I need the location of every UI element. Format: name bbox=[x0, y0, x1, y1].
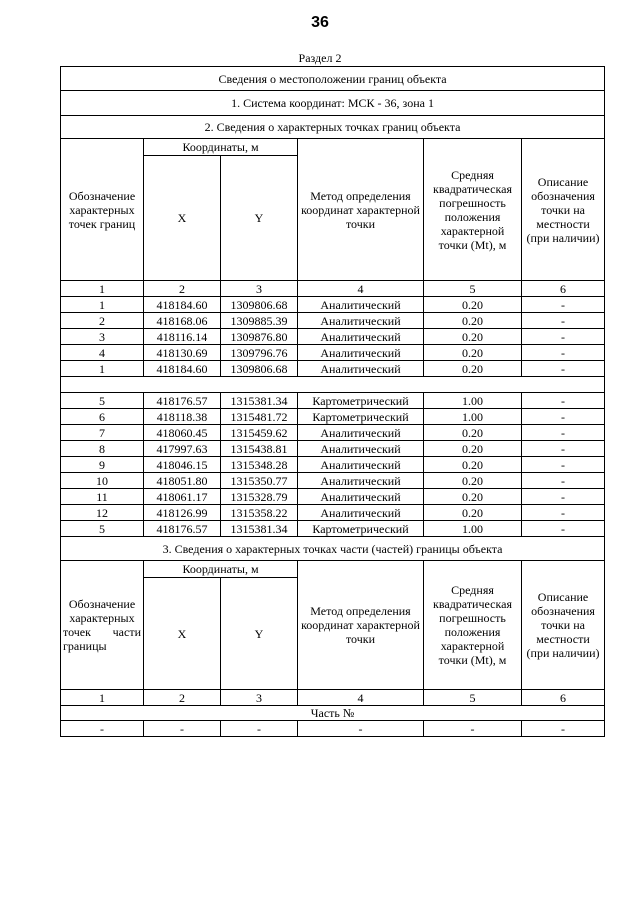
page-number: 36 bbox=[311, 14, 329, 31]
part-method-header: Метод определения координат характерной точки bbox=[298, 561, 424, 690]
part-error-header: Средняя квадратическая погрешность положения характерной точки (Mt), м bbox=[424, 561, 522, 690]
point-cell-4: Аналитический bbox=[298, 425, 424, 441]
row-cell-3: 3 bbox=[221, 281, 298, 297]
point-cell-2: 418126.99 bbox=[144, 505, 221, 521]
table-row bbox=[61, 345, 605, 361]
point-cell-6: - bbox=[522, 489, 605, 505]
description-header: Описание обозначения точки на местности (при наличии) bbox=[522, 139, 605, 281]
point-cell-1: 5 bbox=[61, 393, 144, 409]
row-cell-4: - bbox=[298, 721, 424, 737]
row-cell-2: - bbox=[144, 721, 221, 737]
point-cell-1: 9 bbox=[61, 457, 144, 473]
part-description-header: Описание обозначения точки на местности (при наличии) bbox=[522, 561, 605, 690]
point-cell-2: 418176.57 bbox=[144, 393, 221, 409]
row-cell-3: - bbox=[221, 721, 298, 737]
table-title: Сведения о местоположении границ объекта bbox=[61, 67, 605, 91]
point-cell-1: 1 bbox=[61, 361, 144, 377]
point-cell-2: 418118.38 bbox=[144, 409, 221, 425]
group2-rows bbox=[61, 393, 605, 537]
row-cell-5: 5 bbox=[424, 690, 522, 706]
point-cell-5: 0.20 bbox=[424, 441, 522, 457]
row-cell-1: - bbox=[61, 721, 144, 737]
points-heading-row: 2. Сведения о характерных точках границ объекта bbox=[61, 116, 605, 139]
row-cell-2: 2 bbox=[144, 281, 221, 297]
point-cell-2: 418046.15 bbox=[144, 457, 221, 473]
point-cell-6: - bbox=[522, 409, 605, 425]
y-header: Y bbox=[221, 156, 298, 281]
row-cell-3: 3 bbox=[221, 690, 298, 706]
point-cell-2: 418130.69 bbox=[144, 345, 221, 361]
part-coordinates-header: Координаты, м bbox=[144, 561, 298, 578]
point-cell-6: - bbox=[522, 361, 605, 377]
point-cell-2: 417997.63 bbox=[144, 441, 221, 457]
point-cell-2: 418168.06 bbox=[144, 313, 221, 329]
point-cell-1: 8 bbox=[61, 441, 144, 457]
point-cell-3: 1315381.34 bbox=[221, 393, 298, 409]
point-cell-2: 418051.80 bbox=[144, 473, 221, 489]
point-cell-4: Аналитический bbox=[298, 505, 424, 521]
point-cell-2: 418116.14 bbox=[144, 329, 221, 345]
point-cell-4: Аналитический bbox=[298, 457, 424, 473]
point-cell-2: 418184.60 bbox=[144, 361, 221, 377]
point-cell-5: 0.20 bbox=[424, 345, 522, 361]
point-cell-3: 1315328.79 bbox=[221, 489, 298, 505]
table-row bbox=[61, 441, 605, 457]
point-cell-3: 1309806.68 bbox=[221, 297, 298, 313]
table-row bbox=[61, 409, 605, 425]
point-cell-1: 10 bbox=[61, 473, 144, 489]
row-cell-1: 1 bbox=[61, 281, 144, 297]
coord-system-row: 1. Система координат: МСК - 36, зона 1 bbox=[61, 91, 605, 116]
point-cell-3: 1315438.81 bbox=[221, 441, 298, 457]
point-cell-1: 7 bbox=[61, 425, 144, 441]
point-cell-4: Аналитический bbox=[298, 329, 424, 345]
point-cell-3: 1315459.62 bbox=[221, 425, 298, 441]
point-cell-1: 5 bbox=[61, 521, 144, 537]
point-cell-4: Аналитический bbox=[298, 361, 424, 377]
point-cell-1: 4 bbox=[61, 345, 144, 361]
point-cell-3: 1309796.76 bbox=[221, 345, 298, 361]
row-cell-5: 5 bbox=[424, 281, 522, 297]
table-row bbox=[61, 297, 605, 313]
part-y-header: Y bbox=[221, 578, 298, 690]
row-cell-6: - bbox=[522, 721, 605, 737]
point-cell-2: 418184.60 bbox=[144, 297, 221, 313]
point-cell-6: - bbox=[522, 521, 605, 537]
coordinates-header: Координаты, м bbox=[144, 139, 298, 156]
row-cell-1: 1 bbox=[61, 690, 144, 706]
point-cell-3: 1309876.80 bbox=[221, 329, 298, 345]
point-cell-3: 1309806.68 bbox=[221, 361, 298, 377]
section-label: Раздел 2 bbox=[298, 51, 342, 65]
point-cell-6: - bbox=[522, 393, 605, 409]
row-cell-5: - bbox=[424, 721, 522, 737]
point-cell-4: Картометрический bbox=[298, 393, 424, 409]
point-cell-3: 1315348.28 bbox=[221, 457, 298, 473]
boundary-table bbox=[60, 66, 605, 737]
point-cell-5: 0.20 bbox=[424, 489, 522, 505]
point-cell-5: 1.00 bbox=[424, 409, 522, 425]
point-cell-1: 3 bbox=[61, 329, 144, 345]
point-cell-4: Картометрический bbox=[298, 521, 424, 537]
table-row bbox=[61, 521, 605, 537]
table-row bbox=[61, 361, 605, 377]
row-cell-4: 4 bbox=[298, 281, 424, 297]
part-designation-header: Обозначение характерных точек части границы bbox=[61, 561, 144, 690]
point-cell-3: 1315350.77 bbox=[221, 473, 298, 489]
parts-heading-row: 3. Сведения о характерных точках части (частей) границы объекта bbox=[61, 537, 605, 561]
point-cell-5: 0.20 bbox=[424, 297, 522, 313]
point-cell-3: 1309885.39 bbox=[221, 313, 298, 329]
table-row bbox=[61, 329, 605, 345]
point-cell-3: 1315381.34 bbox=[221, 521, 298, 537]
point-cell-5: 1.00 bbox=[424, 521, 522, 537]
point-cell-1: 6 bbox=[61, 409, 144, 425]
row-cell-2: 2 bbox=[144, 690, 221, 706]
point-cell-3: 1315358.22 bbox=[221, 505, 298, 521]
point-cell-6: - bbox=[522, 473, 605, 489]
point-cell-5: 0.20 bbox=[424, 425, 522, 441]
point-cell-6: - bbox=[522, 505, 605, 521]
point-cell-6: - bbox=[522, 345, 605, 361]
designation-header: Обозначение характерных точек границ bbox=[61, 139, 144, 281]
point-cell-6: - bbox=[522, 441, 605, 457]
point-cell-1: 11 bbox=[61, 489, 144, 505]
part-empty-row bbox=[61, 721, 605, 737]
method-header: Метод определения координат характерной точки bbox=[298, 139, 424, 281]
table-row bbox=[61, 489, 605, 505]
column-numbers-row bbox=[61, 281, 605, 297]
row-cell-6: 6 bbox=[522, 281, 605, 297]
row-cell-6: 6 bbox=[522, 690, 605, 706]
point-cell-6: - bbox=[522, 457, 605, 473]
point-cell-4: Аналитический bbox=[298, 441, 424, 457]
blank-separator-row bbox=[61, 377, 605, 393]
part-label-row: Часть № bbox=[61, 706, 605, 721]
point-cell-4: Аналитический bbox=[298, 473, 424, 489]
point-cell-3: 1315481.72 bbox=[221, 409, 298, 425]
table-row bbox=[61, 425, 605, 441]
point-cell-2: 418176.57 bbox=[144, 521, 221, 537]
point-cell-6: - bbox=[522, 313, 605, 329]
point-cell-4: Аналитический bbox=[298, 345, 424, 361]
point-cell-6: - bbox=[522, 425, 605, 441]
point-cell-6: - bbox=[522, 329, 605, 345]
point-cell-2: 418060.45 bbox=[144, 425, 221, 441]
part-x-header: X bbox=[144, 578, 221, 690]
point-cell-2: 418061.17 bbox=[144, 489, 221, 505]
table-row bbox=[61, 393, 605, 409]
error-header: Средняя квадратическая погрешность положения характерной точки (Mt), м bbox=[424, 139, 522, 281]
group1-rows bbox=[61, 297, 605, 377]
point-cell-5: 0.20 bbox=[424, 329, 522, 345]
point-cell-1: 12 bbox=[61, 505, 144, 521]
table-row bbox=[61, 473, 605, 489]
point-cell-6: - bbox=[522, 297, 605, 313]
point-cell-4: Аналитический bbox=[298, 313, 424, 329]
point-cell-4: Картометрический bbox=[298, 409, 424, 425]
point-cell-5: 0.20 bbox=[424, 313, 522, 329]
point-cell-1: 1 bbox=[61, 297, 144, 313]
point-cell-5: 0.20 bbox=[424, 505, 522, 521]
point-cell-5: 1.00 bbox=[424, 393, 522, 409]
point-cell-1: 2 bbox=[61, 313, 144, 329]
part-column-numbers-row bbox=[61, 690, 605, 706]
point-cell-4: Аналитический bbox=[298, 489, 424, 505]
point-cell-5: 0.20 bbox=[424, 457, 522, 473]
point-cell-5: 0.20 bbox=[424, 361, 522, 377]
table-row bbox=[61, 457, 605, 473]
point-cell-4: Аналитический bbox=[298, 297, 424, 313]
point-cell-5: 0.20 bbox=[424, 473, 522, 489]
table-row bbox=[61, 505, 605, 521]
x-header: X bbox=[144, 156, 221, 281]
table-row bbox=[61, 313, 605, 329]
row-cell-4: 4 bbox=[298, 690, 424, 706]
